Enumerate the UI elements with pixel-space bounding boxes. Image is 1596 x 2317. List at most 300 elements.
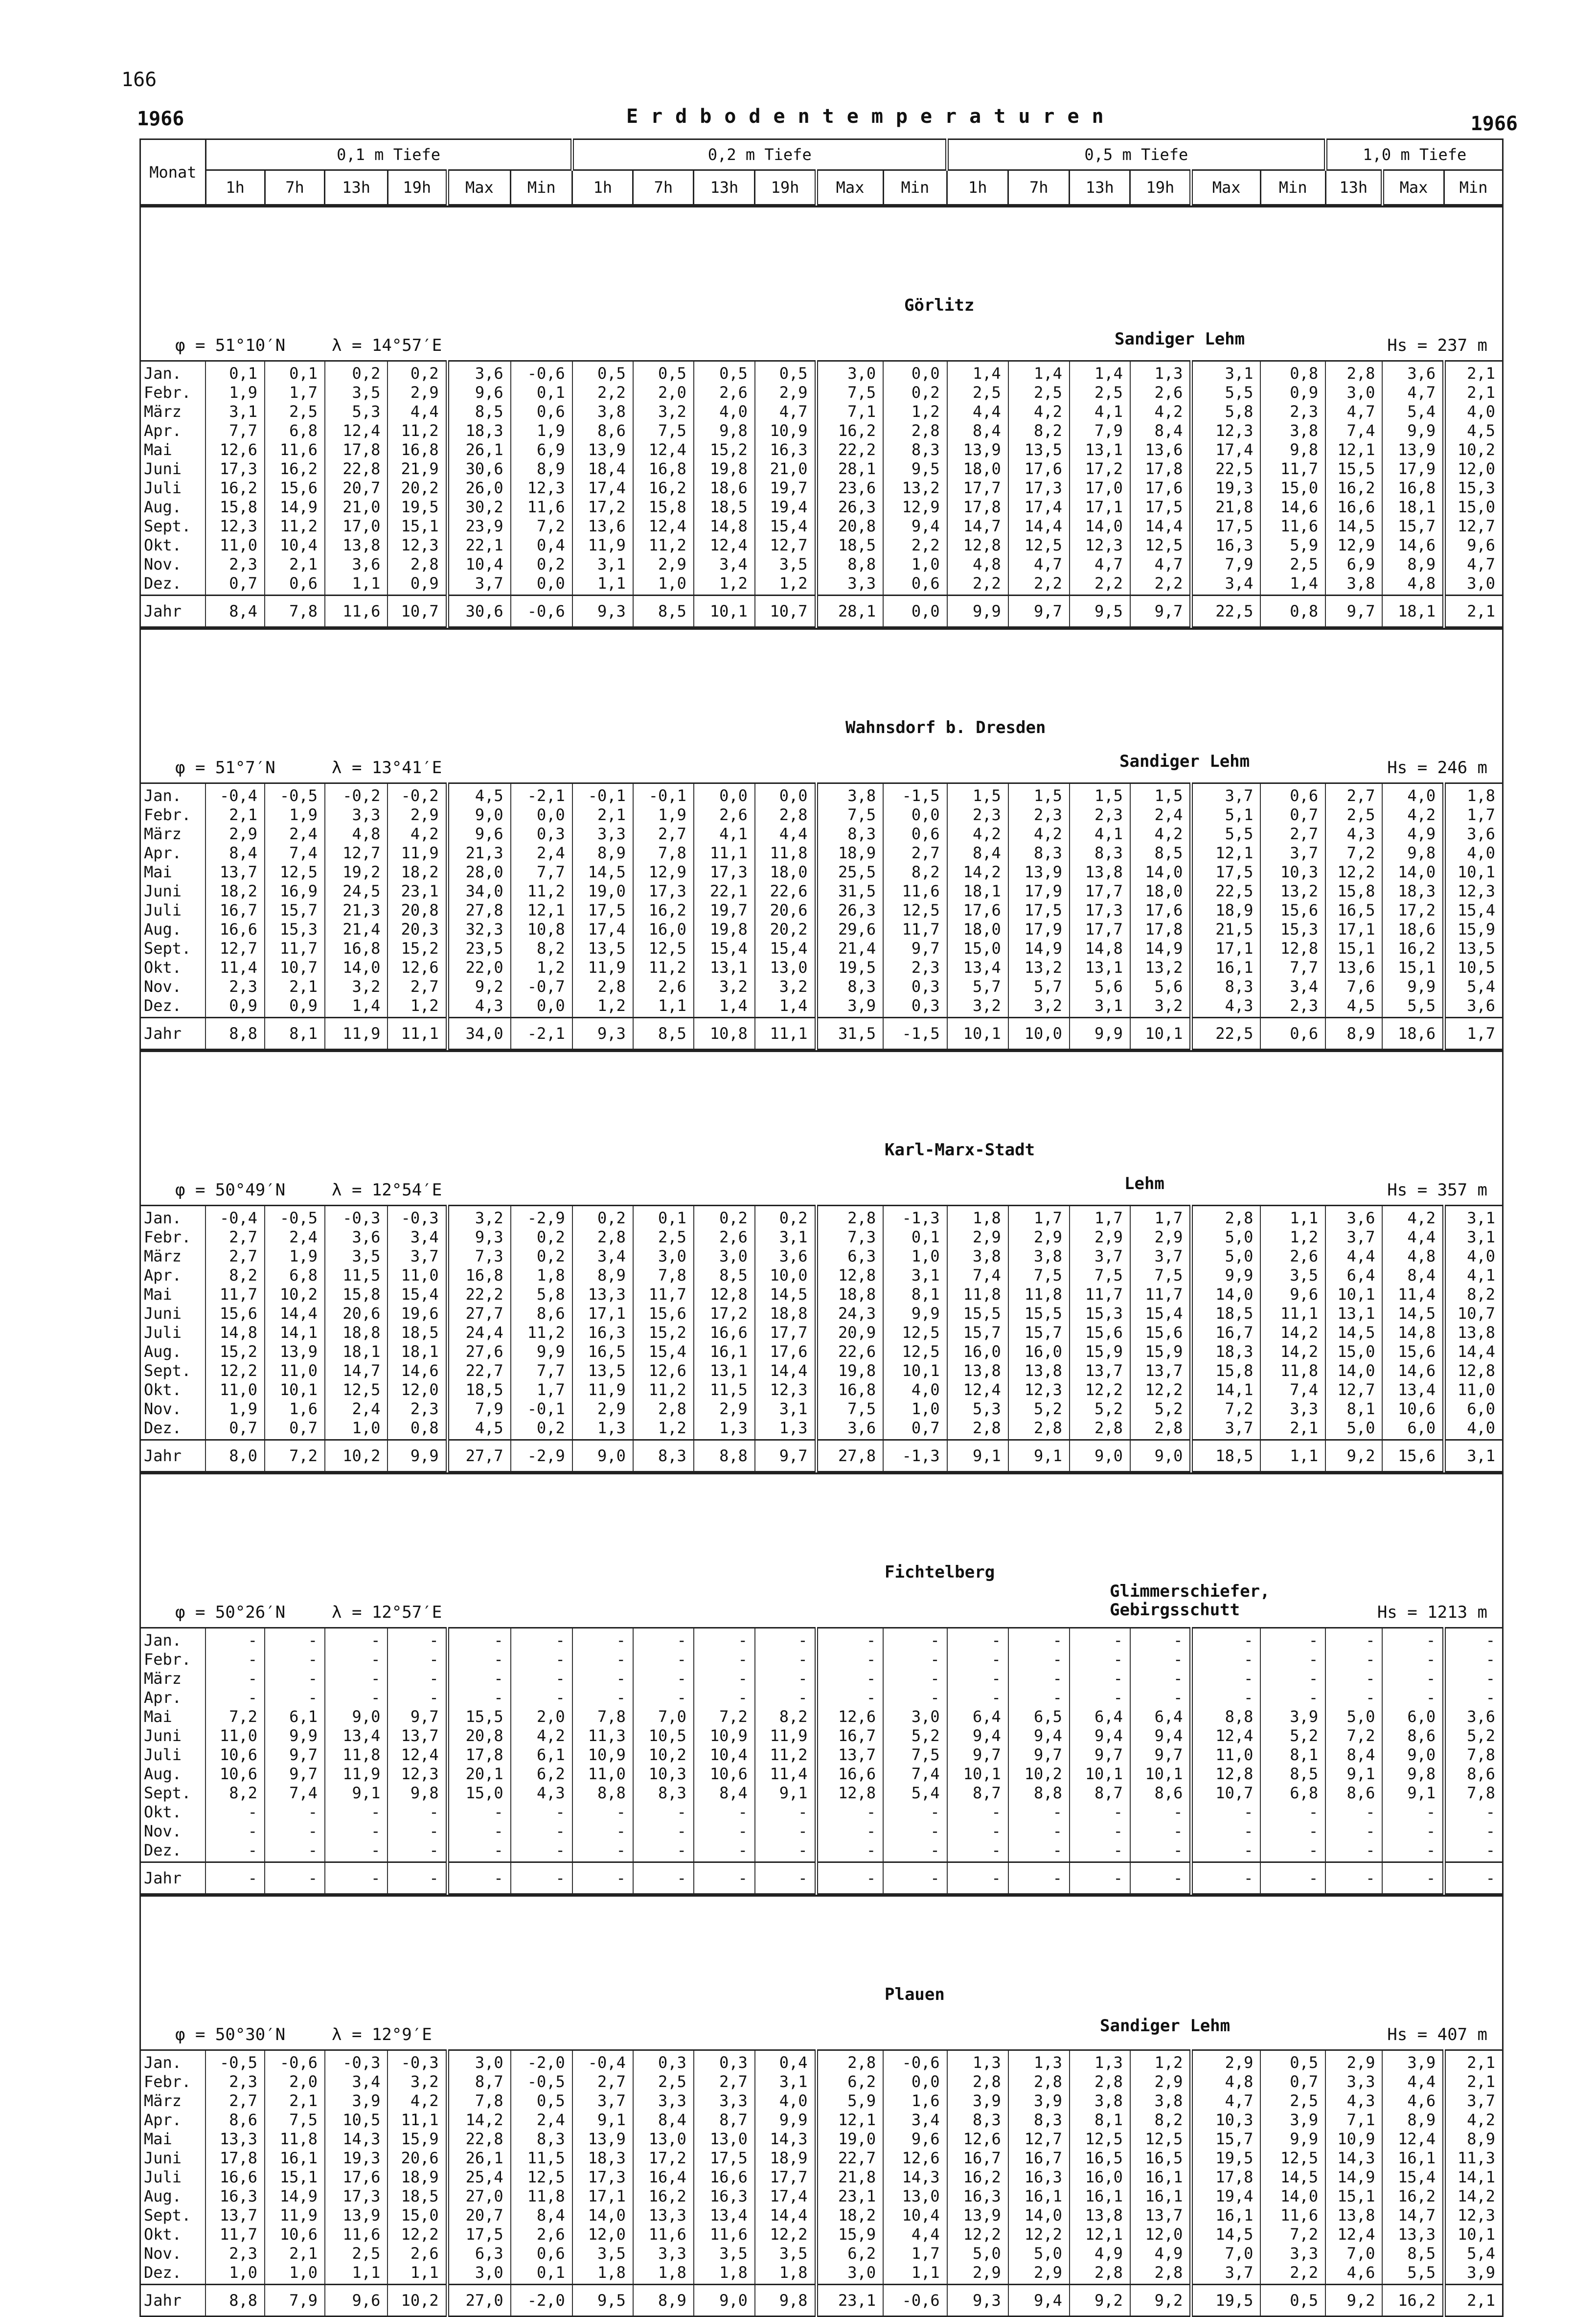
table-row: [140, 1380, 1503, 1399]
value-cell: 12,5: [265, 862, 325, 881]
value-cell: -: [1260, 1669, 1325, 1688]
month-label: Mai: [140, 1707, 206, 1726]
value-cell: 5,3: [947, 1399, 1008, 1418]
value-cell: 11,0: [205, 535, 265, 554]
month-label: Juli: [140, 478, 206, 497]
value-cell: 16,5: [572, 1342, 633, 1361]
value-cell: 11,2: [633, 1380, 694, 1399]
table-row: [140, 497, 1503, 516]
value-cell: 0,2: [511, 1227, 572, 1246]
value-cell: 0,6: [883, 824, 947, 843]
value-cell: 11,4: [755, 1764, 816, 1783]
value-cell: 10,1: [883, 1361, 947, 1380]
latitude-label: φ = 50°30′N: [175, 2025, 286, 2044]
value-cell: 4,2: [1008, 824, 1070, 843]
value-cell: 2,5: [1325, 805, 1382, 824]
station-header: [139, 1895, 1504, 2049]
value-cell: 3,2: [447, 1206, 510, 1228]
value-cell: 0,7: [205, 574, 265, 596]
value-cell: -2,9: [511, 1440, 572, 1472]
value-cell: 16,3: [755, 440, 816, 459]
value-cell: 3,8: [1130, 2091, 1191, 2110]
value-cell: 13,9: [947, 440, 1008, 459]
value-cell: 12,4: [1382, 2129, 1444, 2148]
value-cell: -: [755, 1628, 816, 1650]
latitude-label: φ = 50°26′N: [175, 1603, 286, 1622]
value-cell: 5,5: [1191, 824, 1260, 843]
value-cell: 0,0: [511, 996, 572, 1018]
value-cell: 2,4: [511, 2110, 572, 2129]
value-cell: 2,8: [1008, 1418, 1070, 1440]
value-cell: 11,2: [511, 1323, 572, 1342]
value-cell: -: [633, 1840, 694, 1862]
value-cell: 2,1: [265, 554, 325, 574]
value-cell: 4,2: [1130, 402, 1191, 421]
value-cell: 11,6: [883, 881, 947, 900]
value-cell: -: [1325, 1669, 1382, 1688]
value-cell: 12,5: [1070, 2129, 1130, 2148]
value-cell: 8,6: [511, 1304, 572, 1323]
value-cell: 0,7: [265, 1418, 325, 1440]
value-cell: 8,3: [1191, 977, 1260, 996]
month-label: Apr.: [140, 2110, 206, 2129]
value-cell: 9,4: [883, 516, 947, 535]
value-cell: 16,5: [1130, 2148, 1191, 2167]
value-cell: 11,5: [694, 1380, 755, 1399]
month-label: Jahr: [140, 1018, 206, 1050]
value-cell: 8,2: [1008, 421, 1070, 440]
value-cell: 17,4: [572, 919, 633, 939]
value-cell: 21,3: [325, 900, 388, 919]
table-row: [140, 2263, 1503, 2285]
value-cell: 17,8: [205, 2148, 265, 2167]
value-cell: 0,0: [511, 805, 572, 824]
table-row: [140, 516, 1503, 535]
value-cell: 3,1: [755, 2072, 816, 2091]
value-cell: 7,4: [265, 1783, 325, 1802]
station-height: Hs = 407 m: [1387, 2025, 1487, 2044]
value-cell: 11,2: [633, 958, 694, 977]
month-label: Okt.: [140, 1802, 206, 1821]
value-cell: 2,2: [1130, 574, 1191, 596]
value-cell: 2,1: [1444, 2285, 1503, 2317]
value-cell: -: [388, 1650, 447, 1669]
value-cell: 14,9: [265, 2186, 325, 2205]
value-cell: 30,6: [447, 596, 510, 627]
value-cell: -: [572, 1821, 633, 1840]
value-cell: 17,8: [1191, 2167, 1260, 2186]
value-cell: 1,7: [883, 2244, 947, 2263]
value-cell: 15,5: [447, 1707, 510, 1726]
value-cell: 4,0: [694, 402, 755, 421]
value-cell: 2,9: [947, 2263, 1008, 2285]
value-cell: 0,2: [883, 383, 947, 402]
value-cell: 17,7: [1070, 919, 1130, 939]
value-cell: 7,5: [633, 421, 694, 440]
value-cell: 1,0: [883, 554, 947, 574]
value-cell: -: [1444, 1669, 1503, 1688]
value-cell: 12,8: [947, 535, 1008, 554]
value-cell: -0,6: [265, 2050, 325, 2072]
value-cell: 2,9: [205, 824, 265, 843]
month-label: Aug.: [140, 2186, 206, 2205]
value-cell: 0,0: [511, 574, 572, 596]
value-cell: 1,1: [1260, 1440, 1325, 1472]
value-cell: 16,7: [205, 900, 265, 919]
table-row: [140, 554, 1503, 574]
value-cell: 15,4: [388, 1285, 447, 1304]
value-cell: 9,2: [447, 977, 510, 996]
value-cell: 2,5: [947, 383, 1008, 402]
value-cell: 8,3: [1008, 843, 1070, 862]
value-cell: 17,0: [325, 516, 388, 535]
value-cell: 15,5: [1008, 1304, 1070, 1323]
value-cell: 12,3: [511, 478, 572, 497]
value-cell: 12,6: [205, 440, 265, 459]
value-cell: 17,6: [947, 900, 1008, 919]
station-list: [139, 206, 1504, 2317]
value-cell: 13,8: [325, 535, 388, 554]
value-cell: -2,0: [511, 2050, 572, 2072]
value-cell: 1,8: [633, 2263, 694, 2285]
soil-type: Sandiger Lehm: [1119, 752, 1250, 771]
value-cell: 2,2: [947, 574, 1008, 596]
value-cell: 21,0: [755, 459, 816, 478]
value-cell: 3,9: [1444, 2263, 1503, 2285]
value-cell: 3,9: [1260, 2110, 1325, 2129]
header-col-10: 19h: [755, 170, 816, 205]
value-cell: 13,4: [1382, 1380, 1444, 1399]
value-cell: 2,2: [1070, 574, 1130, 596]
value-cell: 10,1: [947, 1018, 1008, 1050]
value-cell: 14,2: [1444, 2186, 1503, 2205]
value-cell: 16,3: [947, 2186, 1008, 2205]
value-cell: 3,7: [1260, 843, 1325, 862]
value-cell: -: [447, 1688, 510, 1707]
value-cell: 2,9: [1130, 1227, 1191, 1246]
value-cell: 12,0: [572, 2225, 633, 2244]
value-cell: 9,4: [1130, 1726, 1191, 1745]
value-cell: -0,2: [388, 783, 447, 805]
value-cell: 2,8: [1008, 2072, 1070, 2091]
value-cell: 16,4: [633, 2167, 694, 2186]
value-cell: 4,2: [1382, 805, 1444, 824]
value-cell: 12,5: [883, 1342, 947, 1361]
value-cell: 4,4: [1382, 2072, 1444, 2091]
station-table: [139, 360, 1504, 628]
soil-type: Lehm: [1124, 1174, 1164, 1193]
value-cell: 10,3: [1260, 862, 1325, 881]
value-cell: 8,8: [1191, 1707, 1260, 1726]
value-cell: 16,8: [1382, 478, 1444, 497]
value-cell: 15,9: [1130, 1342, 1191, 1361]
value-cell: 14,1: [265, 1323, 325, 1342]
value-cell: 7,0: [1191, 2244, 1260, 2263]
value-cell: 8,5: [633, 596, 694, 627]
value-cell: 10,5: [325, 2110, 388, 2129]
value-cell: 7,5: [1008, 1265, 1070, 1285]
value-cell: 3,7: [1191, 783, 1260, 805]
value-cell: -: [325, 1688, 388, 1707]
station-table: [139, 1205, 1504, 1472]
value-cell: 17,1: [1070, 497, 1130, 516]
value-cell: 8,5: [447, 402, 510, 421]
value-cell: -: [694, 1840, 755, 1862]
value-cell: 3,0: [447, 2263, 510, 2285]
table-row: [140, 1018, 1503, 1050]
value-cell: 15,6: [1070, 1323, 1130, 1342]
value-cell: -: [511, 1840, 572, 1862]
value-cell: 2,8: [1070, 1418, 1130, 1440]
value-cell: 13,9: [1008, 862, 1070, 881]
value-cell: 2,1: [265, 2244, 325, 2263]
value-cell: 12,6: [883, 2148, 947, 2167]
value-cell: 24,5: [325, 881, 388, 900]
value-cell: 7,2: [205, 1707, 265, 1726]
value-cell: 3,7: [1130, 1246, 1191, 1265]
value-cell: 21,5: [1191, 919, 1260, 939]
value-cell: 9,5: [883, 459, 947, 478]
value-cell: 2,8: [572, 1227, 633, 1246]
value-cell: 1,8: [755, 2263, 816, 2285]
value-cell: 16,5: [1070, 2148, 1130, 2167]
value-cell: 11,6: [1260, 2205, 1325, 2225]
value-cell: 10,1: [1444, 2225, 1503, 2244]
value-cell: 14,1: [1444, 2167, 1503, 2186]
value-cell: -: [633, 1628, 694, 1650]
value-cell: 8,3: [633, 1783, 694, 1802]
value-cell: -: [205, 1650, 265, 1669]
month-label: Sept.: [140, 516, 206, 535]
table-row: [140, 939, 1503, 958]
value-cell: 12,7: [755, 535, 816, 554]
value-cell: 9,6: [883, 2129, 947, 2148]
table-row: [140, 596, 1503, 627]
value-cell: 11,8: [265, 2129, 325, 2148]
value-cell: 11,8: [947, 1285, 1008, 1304]
value-cell: 10,8: [511, 919, 572, 939]
value-cell: -: [447, 1840, 510, 1862]
value-cell: 10,4: [265, 535, 325, 554]
table-row: [140, 2167, 1503, 2186]
value-cell: 4,7: [1130, 554, 1191, 574]
value-cell: 17,7: [1070, 881, 1130, 900]
value-cell: -: [447, 1821, 510, 1840]
value-cell: -: [947, 1628, 1008, 1650]
value-cell: -: [1191, 1802, 1260, 1821]
value-cell: 2,2: [1008, 574, 1070, 596]
longitude-label: λ = 14°57′E: [332, 336, 442, 355]
value-cell: 0,9: [388, 574, 447, 596]
value-cell: 2,7: [205, 1227, 265, 1246]
value-cell: 2,8: [1070, 2263, 1130, 2285]
value-cell: 9,9: [511, 1342, 572, 1361]
value-cell: -: [1382, 1650, 1444, 1669]
value-cell: 0,3: [511, 824, 572, 843]
value-cell: 4,4: [1325, 1246, 1382, 1265]
value-cell: 7,2: [1260, 2225, 1325, 2244]
value-cell: -1,3: [883, 1440, 947, 1472]
value-cell: 5,5: [1382, 2263, 1444, 2285]
value-cell: -: [694, 1862, 755, 1894]
value-cell: 5,4: [1444, 2244, 1503, 2263]
value-cell: -: [1444, 1688, 1503, 1707]
value-cell: 3,5: [755, 554, 816, 574]
value-cell: 4,3: [1325, 824, 1382, 843]
value-cell: 8,8: [694, 1440, 755, 1472]
value-cell: -: [265, 1821, 325, 1840]
value-cell: 3,3: [1325, 2072, 1382, 2091]
value-cell: 13,3: [633, 2205, 694, 2225]
value-cell: 13,3: [1382, 2225, 1444, 2244]
value-cell: 18,1: [1382, 497, 1444, 516]
value-cell: 4,8: [1191, 2072, 1260, 2091]
value-cell: 9,1: [1382, 1783, 1444, 1802]
value-cell: 15,9: [1444, 919, 1503, 939]
value-cell: 2,3: [947, 805, 1008, 824]
value-cell: -: [694, 1802, 755, 1821]
value-cell: 3,6: [325, 554, 388, 574]
value-cell: 0,2: [388, 361, 447, 383]
value-cell: 2,8: [388, 554, 447, 574]
value-cell: 26,3: [816, 497, 883, 516]
value-cell: 8,9: [633, 2285, 694, 2317]
value-cell: 14,3: [755, 2129, 816, 2148]
value-cell: 6,8: [265, 421, 325, 440]
latitude-label: φ = 50°49′N: [175, 1180, 286, 1200]
value-cell: 15,2: [205, 1342, 265, 1361]
value-cell: 15,7: [1382, 516, 1444, 535]
value-cell: 9,9: [1070, 1018, 1130, 1050]
value-cell: -0,2: [325, 783, 388, 805]
value-cell: 4,0: [1444, 1418, 1503, 1440]
value-cell: 8,2: [1130, 2110, 1191, 2129]
header-col-14: 7h: [1008, 170, 1070, 205]
value-cell: 2,1: [205, 805, 265, 824]
value-cell: 10,9: [1325, 2129, 1382, 2148]
value-cell: 8,4: [511, 2205, 572, 2225]
value-cell: 14,2: [1260, 1323, 1325, 1342]
value-cell: 3,6: [816, 1418, 883, 1440]
value-cell: -: [1382, 1669, 1444, 1688]
value-cell: 16,2: [633, 900, 694, 919]
value-cell: 14,4: [1444, 1342, 1503, 1361]
value-cell: 9,4: [1008, 2285, 1070, 2317]
value-cell: 15,6: [1260, 900, 1325, 919]
value-cell: 15,4: [1382, 2167, 1444, 2186]
longitude-label: λ = 12°54′E: [332, 1180, 442, 1200]
value-cell: 0,9: [265, 996, 325, 1018]
value-cell: 20,1: [447, 1764, 510, 1783]
value-cell: 19,0: [816, 2129, 883, 2148]
value-cell: 4,1: [1070, 824, 1130, 843]
value-cell: 2,4: [325, 1399, 388, 1418]
value-cell: 9,6: [447, 383, 510, 402]
value-cell: 10,7: [755, 596, 816, 627]
value-cell: -: [633, 1802, 694, 1821]
value-cell: 13,8: [1070, 2205, 1130, 2225]
value-cell: 13,8: [1008, 1361, 1070, 1380]
table-row: [140, 1399, 1503, 1418]
month-label: Dez.: [140, 2263, 206, 2285]
value-cell: 15,3: [1260, 919, 1325, 939]
value-cell: 8,6: [1444, 1764, 1503, 1783]
table-row: [140, 421, 1503, 440]
value-cell: 14,5: [1260, 2167, 1325, 2186]
value-cell: 8,3: [947, 2110, 1008, 2129]
value-cell: 10,9: [572, 1745, 633, 1764]
value-cell: 16,2: [1382, 2186, 1444, 2205]
value-cell: 4,0: [1444, 1246, 1503, 1265]
value-cell: 17,4: [1191, 440, 1260, 459]
station-header: [139, 628, 1504, 782]
value-cell: 17,0: [1070, 478, 1130, 497]
value-cell: 3,7: [1070, 1246, 1130, 1265]
value-cell: 4,0: [1444, 402, 1503, 421]
value-cell: -: [325, 1862, 388, 1894]
month-label: Febr.: [140, 383, 206, 402]
value-cell: 16,6: [694, 2167, 755, 2186]
value-cell: -: [1130, 1862, 1191, 1894]
value-cell: -: [205, 1669, 265, 1688]
value-cell: 12,1: [1191, 843, 1260, 862]
month-label: Apr.: [140, 843, 206, 862]
value-cell: -: [633, 1821, 694, 1840]
value-cell: 3,1: [1444, 1227, 1503, 1246]
header-month: Monat: [140, 139, 206, 205]
value-cell: 9,7: [1130, 596, 1191, 627]
value-cell: -: [1325, 1862, 1382, 1894]
value-cell: 6,0: [1382, 1707, 1444, 1726]
value-cell: -0,1: [633, 783, 694, 805]
value-cell: 13,8: [1070, 862, 1130, 881]
value-cell: 1,5: [947, 783, 1008, 805]
value-cell: 4,3: [1191, 996, 1260, 1018]
value-cell: 3,7: [1191, 2263, 1260, 2285]
value-cell: 12,1: [1325, 440, 1382, 459]
value-cell: 8,2: [883, 862, 947, 881]
value-cell: 1,2: [633, 1418, 694, 1440]
value-cell: 15,8: [633, 497, 694, 516]
value-cell: 13,5: [1008, 440, 1070, 459]
value-cell: 9,6: [1260, 1285, 1325, 1304]
value-cell: 14,4: [755, 2205, 816, 2225]
value-cell: 7,8: [447, 2091, 510, 2110]
table-row: [140, 1206, 1503, 1228]
value-cell: -0,5: [265, 1206, 325, 1228]
value-cell: 2,7: [205, 1246, 265, 1265]
value-cell: 11,6: [325, 2225, 388, 2244]
value-cell: 13,8: [1325, 2205, 1382, 2225]
value-cell: -: [1444, 1862, 1503, 1894]
value-cell: 2,9: [1008, 2263, 1070, 2285]
value-cell: 1,2: [388, 996, 447, 1018]
value-cell: 12,8: [1260, 939, 1325, 958]
value-cell: 9,9: [265, 1726, 325, 1745]
value-cell: 0,8: [388, 1418, 447, 1440]
value-cell: -: [694, 1821, 755, 1840]
value-cell: -: [388, 1628, 447, 1650]
value-cell: 10,5: [1444, 958, 1503, 977]
value-cell: 16,1: [265, 2148, 325, 2167]
value-cell: 1,4: [947, 361, 1008, 383]
value-cell: 20,6: [388, 2148, 447, 2167]
table-row: [140, 1265, 1503, 1285]
value-cell: 12,7: [1444, 516, 1503, 535]
value-cell: 14,9: [265, 497, 325, 516]
value-cell: 2,4: [265, 1227, 325, 1246]
value-cell: 9,0: [1382, 1745, 1444, 1764]
